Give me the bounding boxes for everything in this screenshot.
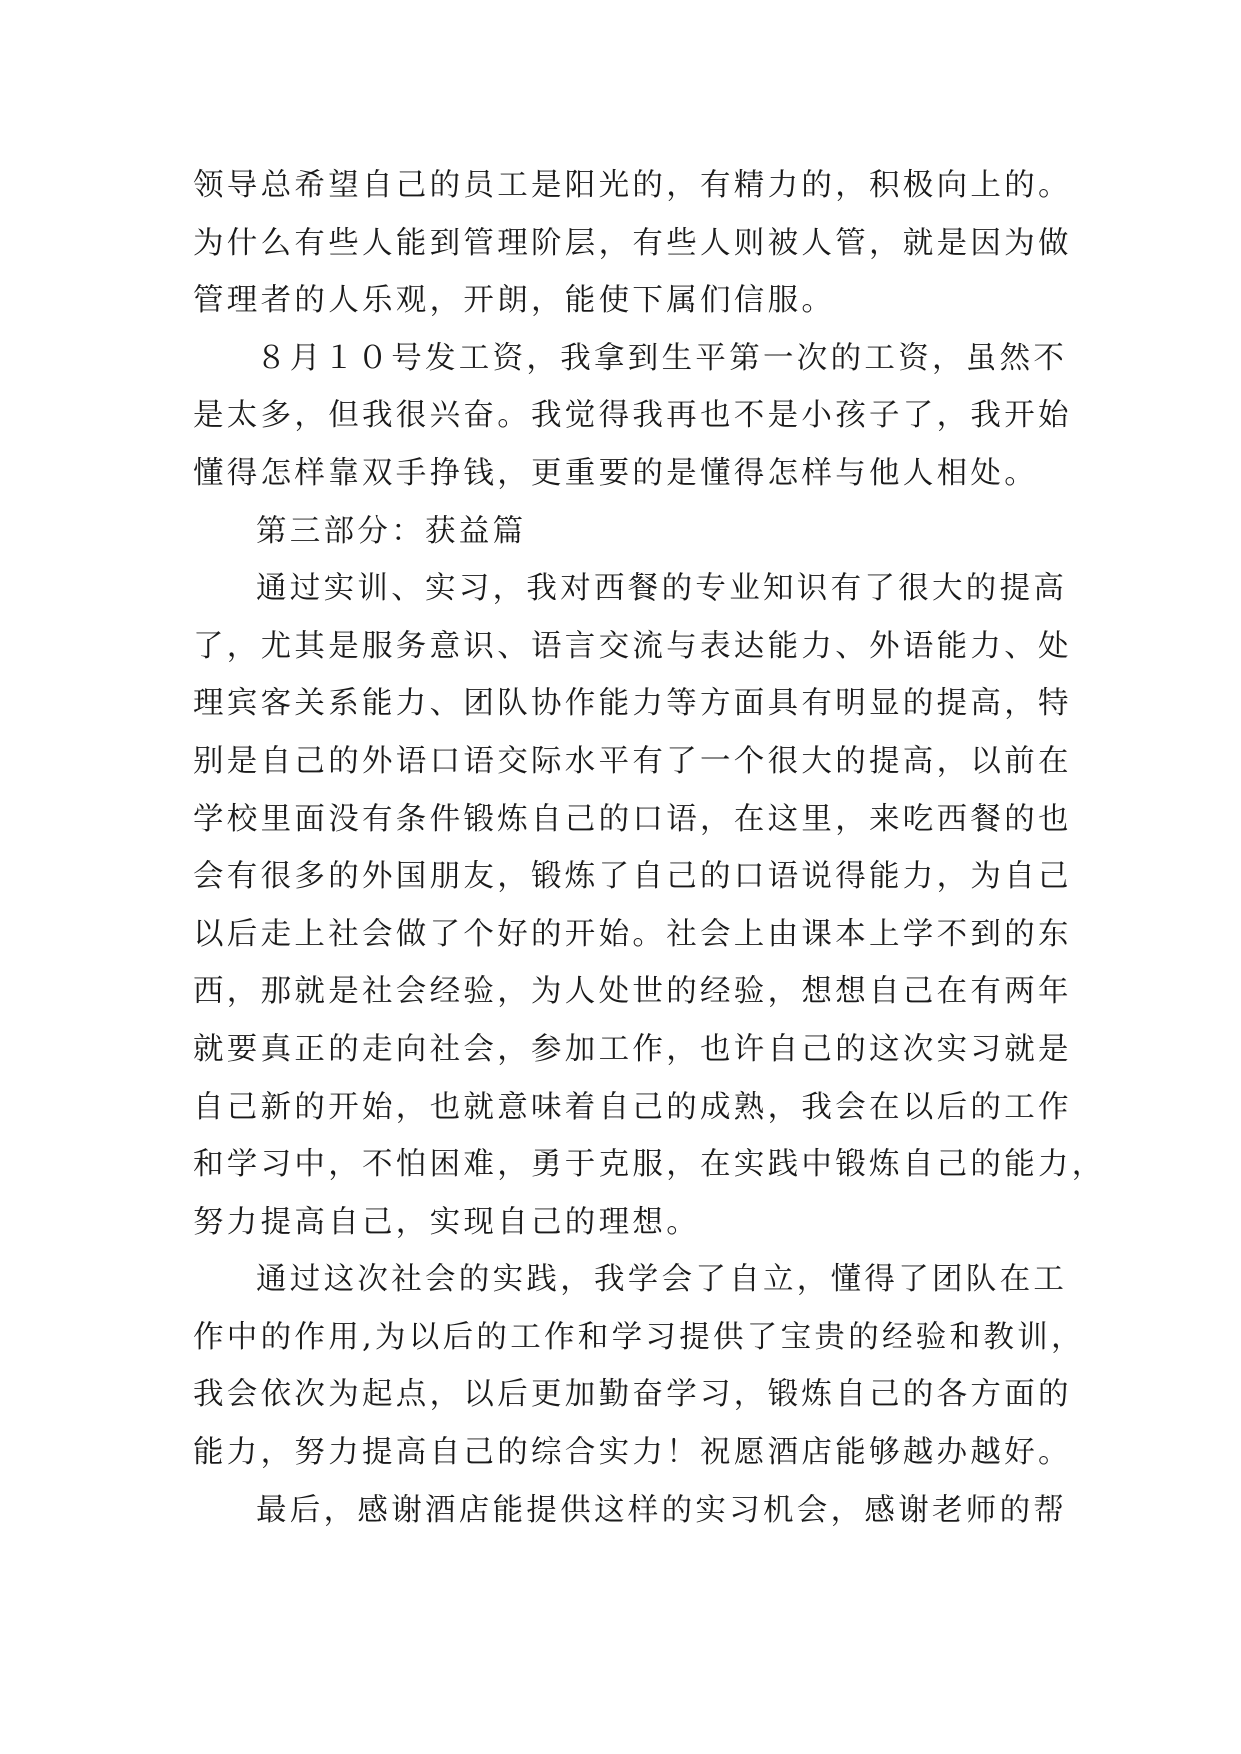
text-line: 自己新的开始，也就意味着自己的成熟，我会在以后的工作: [193, 1089, 1072, 1125]
text-line: 别是自己的外语口语交际水平有了一个很大的提高，以前在: [193, 743, 1072, 779]
text-line: 为什么有些人能到管理阶层，有些人则被人管，就是因为做: [193, 225, 1072, 261]
text-line: 努力提高自己，实现自己的理想。: [193, 1204, 700, 1240]
text-line: 作中的作用,为以后的工作和学习提供了宝贵的经验和教训，: [193, 1319, 1085, 1355]
text-line: 管理者的人乐观，开朗，能使下属们信服。: [193, 283, 836, 319]
text-line: 西，那就是社会经验，为人处世的经验，想想自己在有两年: [193, 974, 1072, 1010]
paragraph-first-line: 第三部分：获益篇: [256, 513, 527, 549]
text-line: 学校里面没有条件锻炼自己的口语，在这里，来吃西餐的也: [193, 801, 1072, 837]
text-line: 是太多，但我很兴奋。我觉得我再也不是小孩子了，我开始: [193, 398, 1072, 434]
text-line: 会有很多的外国朋友，锻炼了自己的口语说得能力，为自己: [193, 859, 1072, 895]
text-line: 懂得怎样靠双手挣钱，更重要的是懂得怎样与他人相处。: [193, 455, 1038, 491]
text-line: 以后走上社会做了个好的开始。社会上由课本上学不到的东: [193, 916, 1072, 952]
text-line: 能力，努力提高自己的综合实力！祝愿酒店能够越办越好。: [193, 1435, 1072, 1471]
paragraph-first-line: ８月１０号发工资，我拿到生平第一次的工资，虽然不: [256, 340, 1068, 376]
text-line: 就要真正的走向社会，参加工作，也许自己的这次实习就是: [193, 1031, 1072, 1067]
text-line: 领导总希望自己的员工是阳光的，有精力的，积极向上的。: [193, 168, 1072, 203]
paragraph-first-line: 最后，感谢酒店能提供这样的实习机会，感谢老师的帮: [256, 1492, 1068, 1528]
text-line: 理宾客关系能力、团队协作能力等方面具有明显的提高，特: [193, 686, 1072, 722]
text-line: 和学习中，不怕困难，勇于克服，在实践中锻炼自己的能力，: [193, 1147, 1106, 1183]
text-line: 我会依次为起点，以后更加勤奋学习，锻炼自己的各方面的: [193, 1377, 1072, 1413]
paragraph-first-line: 通过实训、实习，我对西餐的专业知识有了很大的提高: [256, 571, 1068, 607]
paragraph-first-line: 通过这次社会的实践，我学会了自立，懂得了团队在工: [256, 1262, 1068, 1298]
document-body: [193, 157, 1106, 1539]
text-line: 了，尤其是服务意识、语言交流与表达能力、外语能力、处: [193, 628, 1072, 664]
